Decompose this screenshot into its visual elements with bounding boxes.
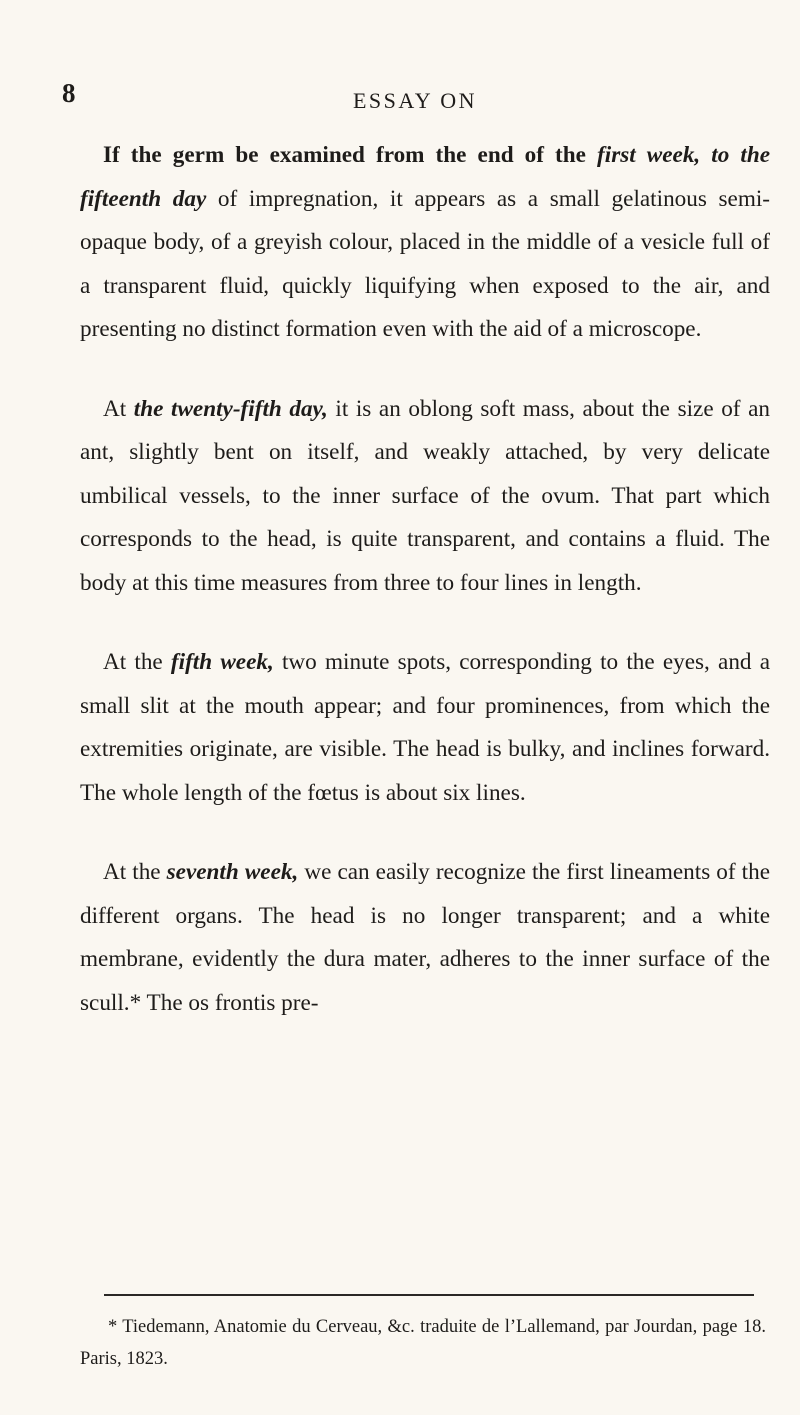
paragraph-lead: At	[103, 395, 134, 422]
paragraph-lead: If the germ be examined from the end of the	[103, 142, 598, 168]
paragraph-emphasis: seventh week,	[166, 859, 299, 885]
paragraph-first-week	[80, 134, 770, 352]
paragraph-body: of impregnation, it appears as a small gelatinous semi-opaque body, of a greyish colour, placed in the middle of a vesicle full of a transparent fluid, quickly liquifying when exposed to the air, and presenting no distinct formation even with the aid of a microscope.	[80, 185, 771, 342]
paragraph-body: it is an oblong soft mass, about the size of an ant, slightly bent on itself, and weakly attached, by very delicate umbilical vessels, to the inner surface of the ovum. That part which corresponds to the head, is quite transparent, and contains a fluid. The body at this time measures from three to four lines in length.	[80, 395, 770, 596]
paragraph-twenty-fifth-day	[80, 388, 770, 606]
footnote: * Tiedemann, Anatomie du Cerveau, &c. traduite de l’Lallemand, par Jourdan, page 18. Paris, 1823.	[80, 1317, 766, 1369]
paragraph-lead: At the	[103, 859, 167, 885]
footnote-divider	[104, 1294, 754, 1296]
paragraph-seventh-week	[80, 851, 770, 1025]
paragraph-body: two minute spots, corresponding to the eyes, and a small slit at the mouth appear; and four prominences, from which the extremities originate, are visible. The head is bulky, and inclines forward. The whole length of the fœtus is about six lines.	[80, 649, 771, 806]
page-number: 8	[62, 78, 76, 108]
paragraph-lead: At the	[103, 649, 171, 675]
running-head: ESSAY ON	[352, 88, 478, 113]
paragraph-emphasis: the twenty-fifth day,	[133, 395, 328, 422]
paragraph-emphasis: fifth week,	[170, 649, 274, 675]
paragraph-fifth-week	[80, 641, 770, 815]
paragraph-emphasis: first week, to the fifteenth day	[80, 142, 771, 212]
paragraph-body: we can easily recognize the first lineaments of the different organs. The head is no longer transparent; and a white membrane, evidently the dura mater, adheres to the inner surface of the scull.* The os frontis pre-	[80, 859, 771, 1016]
body-text	[80, 134, 770, 1025]
